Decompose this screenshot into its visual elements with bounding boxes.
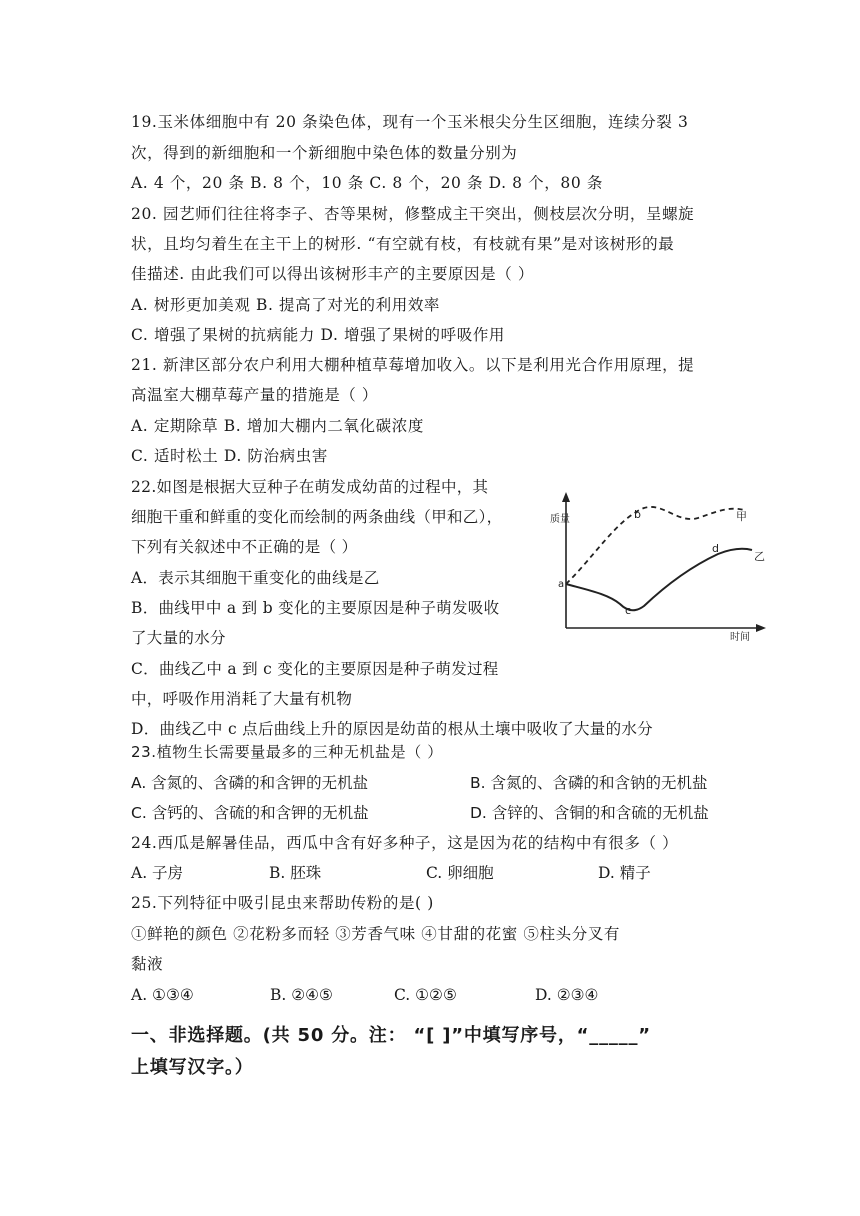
figure-point-c: c [625, 604, 632, 617]
q24-option-d: D. 精子 [598, 864, 651, 882]
q24-option-b: B. 胚珠 [269, 864, 322, 882]
figure-point-b: b [634, 508, 641, 521]
q21-stem-line2: 高温室大棚草莓产量的措施是（ ） [131, 386, 379, 404]
q25-option-c: C. ①②⑤ [394, 986, 457, 1004]
q20-options-ab: A. 树形更加美观 B. 提高了对光的利用效率 [131, 296, 441, 314]
figure-point-d: d [712, 542, 719, 555]
q22-option-c-line2: 中，呼吸作用消耗了大量有机物 [131, 690, 353, 708]
q25-option-a: A. ①③④ [131, 986, 194, 1004]
q21-stem-line1: 21. 新津区部分农户利用大棚种植草莓增加收入。以下是利用光合作用原理，提 [131, 356, 695, 374]
figure-label-yi: 乙 [754, 550, 765, 563]
q23-option-c: C. 含钙的、含硫的和含钾的无机盐 [131, 804, 369, 822]
figure-y-arrow-icon [562, 492, 570, 502]
q22-stem-line1: 22.如图是根据大豆种子在萌发成幼苗的过程中，其 [131, 478, 489, 496]
q21-options-ab: A. 定期除草 B. 增加大棚内二氧化碳浓度 [131, 417, 424, 435]
q23-option-d: D. 含锌的、含铜的和含硫的无机盐 [470, 804, 709, 822]
q25-features-line2: 黏液 [131, 955, 164, 973]
section-heading-line1: 一、非选择题。(共 50 分。注： “[ ]”中填写序号，“_____” [131, 1025, 651, 1046]
q21-options-cd: C. 适时松土 D. 防治病虫害 [131, 447, 328, 465]
q25-option-b: B. ②④⑤ [270, 986, 333, 1004]
q24-option-c: C. 卵细胞 [426, 864, 494, 882]
q22-option-d: D．曲线乙中 c 点后曲线上升的原因是幼苗的根从土壤中吸收了大量的水分 [131, 720, 653, 738]
q19-stem-line1: 19.玉米体细胞中有 20 条染色体，现有一个玉米根尖分生区细胞，连续分裂 3 [131, 113, 689, 131]
q23-option-a: A. 含氮的、含磷的和含钾的无机盐 [131, 774, 369, 792]
q25-stem: 25.下列特征中吸引昆虫来帮助传粉的是( ) [131, 894, 434, 912]
figure-x-arrow-icon [756, 624, 766, 632]
figure-point-a: a [558, 579, 565, 590]
section-heading-line2: 上填写汉字。） [131, 1057, 254, 1078]
q19-options: A. 4 个，20 条 B. 8 个，10 条 C. 8 个，20 条 D. 8 个，80 条 [131, 174, 603, 192]
q20-options-cd: C. 增强了果树的抗病能力 D. 增强了果树的呼吸作用 [131, 326, 506, 344]
q22-option-b-line2: 了大量的水分 [131, 629, 226, 647]
q22-growth-curve-figure [548, 488, 770, 644]
q20-stem-line2: 状，且均匀着生在主干上的树形. “有空就有枝，有枝就有果”是对该树形的最 [131, 235, 675, 253]
figure-label-jia: 甲 [736, 510, 747, 523]
curve-yi [566, 549, 752, 610]
q22-stem-line3: 下列有关叙述中不正确的是（ ） [131, 538, 358, 556]
q22-option-b-line1: B．曲线甲中 a 到 b 变化的主要原因是种子萌发吸收 [131, 599, 500, 617]
q25-option-d: D. ②③④ [535, 986, 599, 1004]
q22-option-c-line1: C．曲线乙中 a 到 c 变化的主要原因是种子萌发过程 [131, 660, 499, 678]
figure-xlabel: 时间 [730, 632, 750, 643]
q19-stem-line2: 次，得到的新细胞和一个新细胞中染色体的数量分别为 [131, 144, 518, 162]
q24-option-a: A. 子房 [131, 864, 184, 882]
figure-ylabel: 质量 [550, 514, 570, 525]
q22-stem-line2: 细胞干重和鲜重的变化而绘制的两条曲线（甲和乙）， [131, 508, 503, 526]
q20-stem-line1: 20. 园艺师们往往将李子、杏等果树，修整成主干突出，侧枝层次分明，呈螺旋 [131, 205, 695, 223]
q22-option-a: A．表示其细胞干重变化的曲线是乙 [131, 569, 380, 587]
q23-option-b: B. 含氮的、含磷的和含钠的无机盐 [470, 774, 708, 792]
q25-features-line1: ①鲜艳的颜色 ②花粉多而轻 ③芳香气味 ④甘甜的花蜜 ⑤柱头分叉有 [131, 925, 621, 943]
q20-stem-line3: 佳描述. 由此我们可以得出该树形丰产的主要原因是（ ） [131, 265, 534, 283]
q24-stem: 24.西瓜是解暑佳品，西瓜中含有好多种子，这是因为花的结构中有很多（ ） [131, 834, 679, 852]
q23-stem: 23.植物生长需要量最多的三种无机盐是（ ） [131, 743, 443, 761]
